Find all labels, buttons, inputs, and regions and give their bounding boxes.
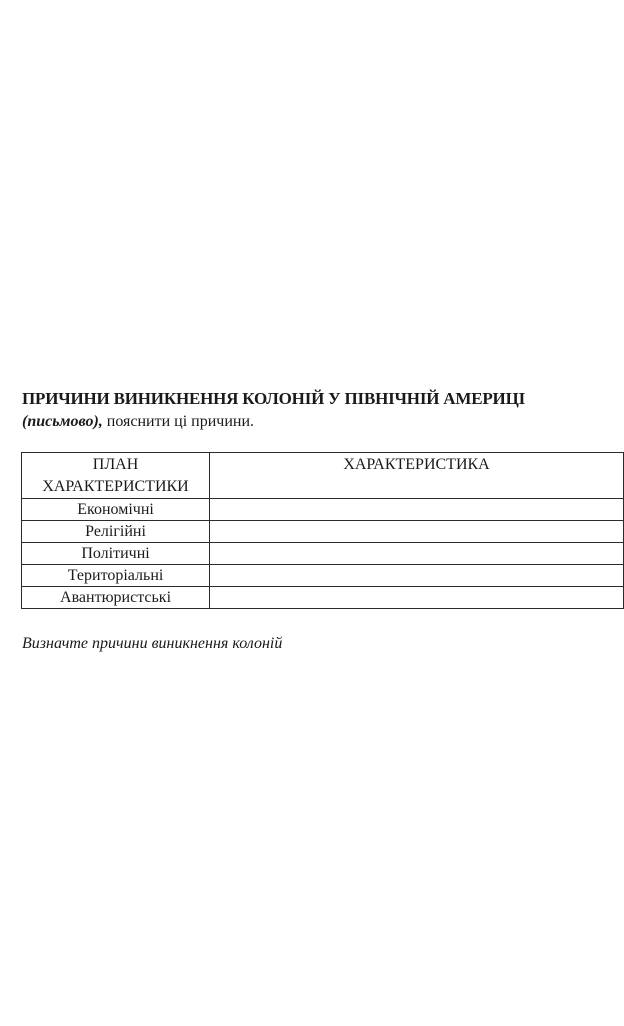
row-label-economic: Економічні xyxy=(22,499,210,521)
row-label-territorial: Територіальні xyxy=(22,565,210,587)
table-row xyxy=(22,565,624,587)
row-label-religious: Релігійні xyxy=(22,521,210,543)
row-answer-cell[interactable] xyxy=(210,543,624,565)
table-row xyxy=(22,499,624,521)
header-plan: ПЛАН ХАРАКТЕРИСТИКИ xyxy=(22,453,210,499)
task-prompt: Визначте причини виникнення колоній xyxy=(22,635,283,652)
header-characteristic: ХАРАКТЕРИСТИКА xyxy=(210,453,624,499)
table-row xyxy=(22,521,624,543)
table-row xyxy=(22,587,624,609)
instruction-text: пояснити ці причини. xyxy=(102,413,255,430)
row-answer-cell[interactable] xyxy=(210,565,624,587)
page-title: ПРИЧИНИ ВИНИКНЕННЯ КОЛОНІЙ У ПІВНІЧНІЙ АМЕРИЦІ xyxy=(22,389,526,408)
instruction-emphasis: (письмово), xyxy=(22,413,103,430)
table-row xyxy=(22,543,624,565)
row-answer-cell[interactable] xyxy=(210,521,624,543)
row-answer-cell[interactable] xyxy=(210,587,624,609)
instruction-line xyxy=(22,413,254,431)
characteristics-table xyxy=(21,452,624,609)
row-label-political: Політичні xyxy=(22,543,210,565)
row-answer-cell[interactable] xyxy=(210,499,624,521)
row-label-adventurous: Авантюристські xyxy=(22,587,210,609)
table-header-row xyxy=(22,453,624,499)
